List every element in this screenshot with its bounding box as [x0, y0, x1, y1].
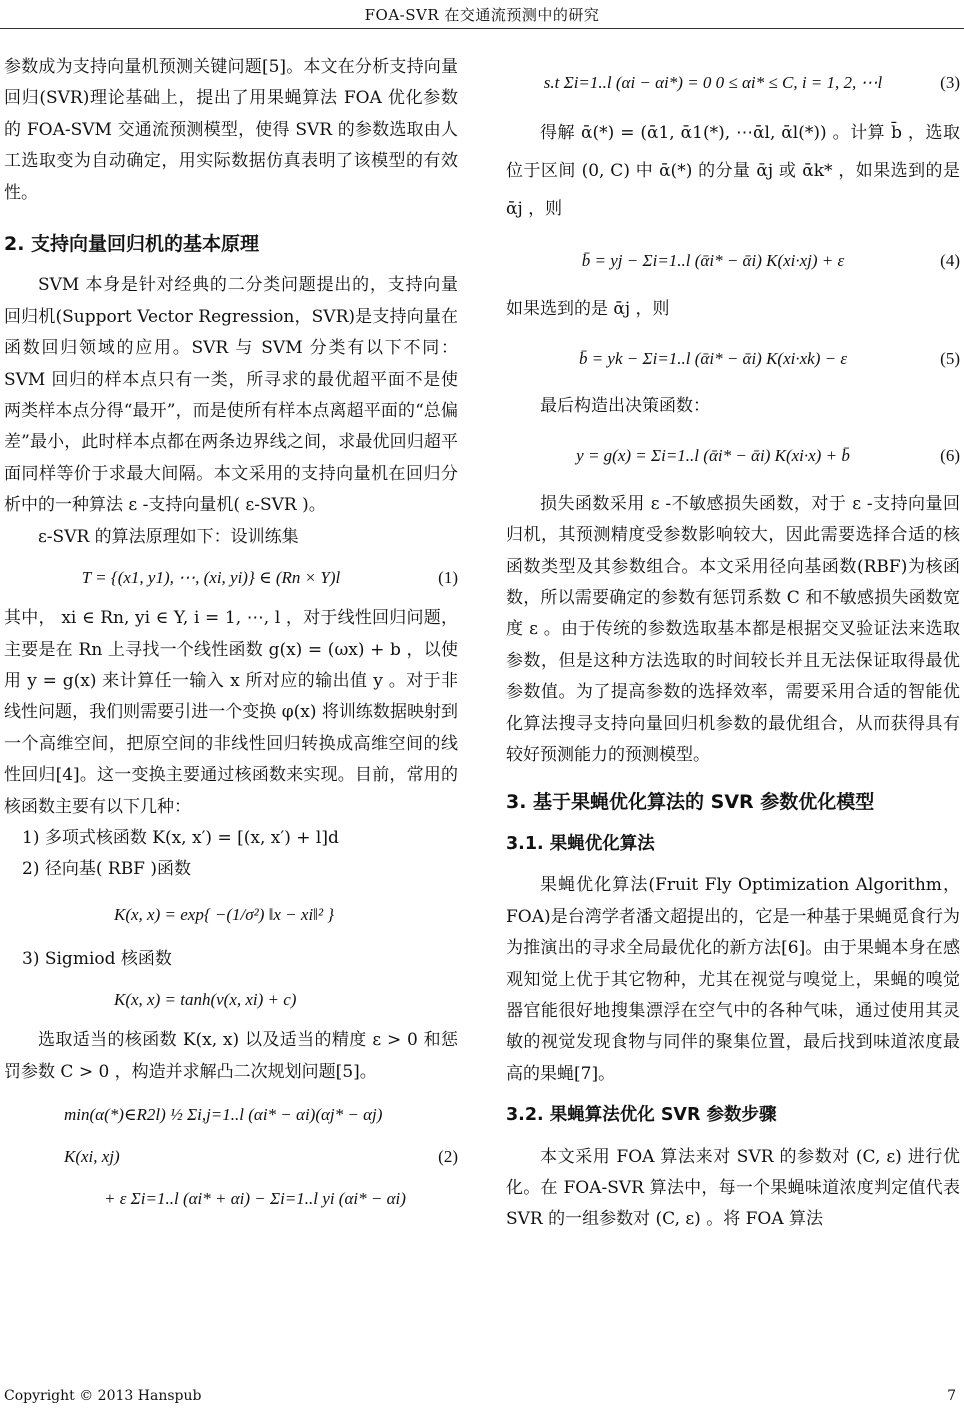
- list-item: 1) 多项式核函数 K(x, x′) = [(x, x′) + l]d: [22, 827, 339, 848]
- equation-number: (1): [438, 568, 458, 588]
- equation-line: min(α(*)∈R2l) ½ Σi,j=1..l (αi* − αi)(αj* − αj) K(xi, xj): [64, 1104, 383, 1166]
- subsection-heading: 3.1. 果蝇优化算法: [506, 833, 655, 854]
- paragraph: 果蝇优化算法(Fruit Fly Optimization Algorithm，FOA)是台湾学者潘文超提出的，它是一种基于果蝇觅食行为为推演出的寻求全局最优化的新方法[6]。由于果蝇本身在感观知觉上优于其它物种，尤其在视觉与嗅觉上，果蝇的嗅觉器官能很好地搜集漂浮在空气中的各种气味，通过使用其灵敏的视觉发现食物与同伴的聚集位置，最后找到味道浓度最高的果蝇[7]。: [506, 875, 960, 1084]
- equation-2: [4, 1094, 458, 1220]
- running-header: FOA-SVR 在交通流预测中的研究: [364, 6, 600, 24]
- equation-number: (3): [940, 73, 960, 93]
- page-number: 7: [947, 1388, 956, 1404]
- formula-rbf: K(x, x) = exp{ −(1/σ²) ‖x − xi‖² }: [114, 904, 335, 924]
- paragraph: 本文采用 FOA 算法来对 SVR 的参数对 (C, ε) 进行优化。在 FOA-SVR 算法中，每一个果蝇味道浓度判定值代表 SVR 的一组参数对 (C, ε) 。将 FOA 算法: [506, 1146, 960, 1230]
- paragraph: 其中， xi ∈ Rn, yi ∈ Y, i = 1, ⋯, l ，对于线性回归问题，主要是在 Rn 上寻找一个线性函数 g(x) = (ωx) + b ，以使用 y = g(x) 来计算任一输入 x 所对应的输出值 y 。对于非线性问题，我们则需要引进一个变换 φ(x) 将训练数据映射到一个高维空间，把原空间的非线性回归转换成高维空间的线性回归[4]。这一变换主要通过核函数来实现。目前，常用的核函数主要有以下几种：: [4, 608, 458, 817]
- equation-5: [506, 325, 960, 391]
- paragraph: 最后构造出决策函数：: [540, 396, 710, 417]
- equation-line: + ε Σi=1..l (αi* + αi) − Σi=1..l yi (αi* − αi): [104, 1188, 406, 1208]
- left-column: [4, 52, 458, 1220]
- paragraph: SVM 本身是针对经典的二分类问题提出的，支持向量回归机(Support Vector Regression，SVR)是支持向量在函数回归领域的应用。SVR 与 SVM 分类有以下不同：SVM 回归的样本点只有一类，所寻求的最优超平面不是使两类样本点分得“最开”，而是使所有样本点离超平面的“总偏差”最小，此时样本点都在两条边界线之间，求最优回归超平面同样等价于求最大间隔。本文采用的支持向量机在回归分析中的一种算法 ε -支持向量机( ε-SVR )。: [4, 275, 458, 516]
- list-item: 3) Sigmiod 核函数: [22, 948, 172, 969]
- paragraph: ε-SVR 的算法原理如下：设训练集: [38, 526, 299, 547]
- paragraph: 参数成为支持向量机预测关键问题[5]。本文在分析支持向量回归(SVR)理论基础上，提出了用果蝇算法 FOA 优化参数的 FOA-SVM 交通流预测模型，使得 SVR 的参数选取由人工选取变为自动确定，用实际数据仿真表明了该模型的有效性。: [4, 57, 458, 203]
- subsection-heading: 3.2. 果蝇算法优化 SVR 参数步骤: [506, 1105, 777, 1126]
- equation-body: b̄ = yj − Σi=1..l (ᾱi* − ᾱi) K(xi·xj) + ε: [581, 251, 845, 271]
- equation-body: T = {(x1, y1), ⋯, (xi, yi)} ∈ (Rn × Y)l: [81, 568, 341, 588]
- section-heading: 3. 基于果蝇优化算法的 SVR 参数优化模型: [506, 791, 875, 814]
- list-item: 2) 径向基( RBF )函数: [22, 859, 192, 880]
- right-column: [506, 52, 960, 1236]
- equation-3: [506, 52, 960, 114]
- equation-body: [4, 1094, 418, 1220]
- equation-number: (2): [438, 1147, 458, 1167]
- equation-number: (6): [940, 446, 960, 466]
- equation-body: y = g(x) = Σi=1..l (ᾱi* − ᾱi) K(xi·x) + b̄: [576, 446, 850, 466]
- paragraph: 得解 ᾱ(*) = (ᾱ1, ᾱ1(*), ⋯ᾱl, ᾱl(*)) 。计算 b̄ ，选取位于区间 (0, C) 中 ᾱ(*) 的分量 ᾱj 或 ᾱk* ，如果选到的是 ᾱj ，则: [506, 123, 960, 219]
- equation-4: [506, 228, 960, 294]
- equation-number: (5): [940, 348, 960, 368]
- paragraph: 损失函数采用 ε -不敏感损失函数，对于 ε -支持向量回归机，其预测精度受参数影响较大，因此需要选择合适的核函数类型及其参数组合。本文采用径向基函数(RBF)为核函数，所以需要确定的参数有惩罚系数 C 和不敏感损失函数宽度 ε 。由于传统的参数选取基本都是根据交叉验证法来选取参数，但是这种方法选取的时间较长并且无法保证取得最优参数值。为了提高参数的选择效率，需要采用合适的智能优化算法搜寻支持向量回归机参数的最优组合，从而获得具有较好预测能力的预测模型。: [506, 493, 960, 766]
- equation-number: (4): [940, 251, 960, 271]
- equation-1: [4, 553, 458, 603]
- formula-sigmoid: K(x, x) = tanh(v(x, xi) + c): [114, 990, 297, 1010]
- header-rule: [0, 28, 964, 29]
- equation-6: [506, 423, 960, 489]
- paragraph: 如果选到的是 ᾱj ，则: [506, 299, 670, 319]
- equation-body: b̄ = yk − Σi=1..l (ᾱi* − ᾱi) K(xi·xk) − ε: [578, 348, 848, 368]
- footer-copyright: Copyright © 2013 Hanspub: [4, 1388, 202, 1404]
- section-heading: 2. 支持向量回归机的基本原理: [4, 233, 260, 256]
- equation-body: s.t Σi=1..l (αi − αi*) = 0 0 ≤ αi* ≤ C, i = 1, 2, ⋯l: [543, 73, 883, 93]
- paragraph: 选取适当的核函数 K(x, x) 以及适当的精度 ε > 0 和惩罚参数 C > 0 ，构造并求解凸二次规划问题[5]。: [4, 1030, 458, 1082]
